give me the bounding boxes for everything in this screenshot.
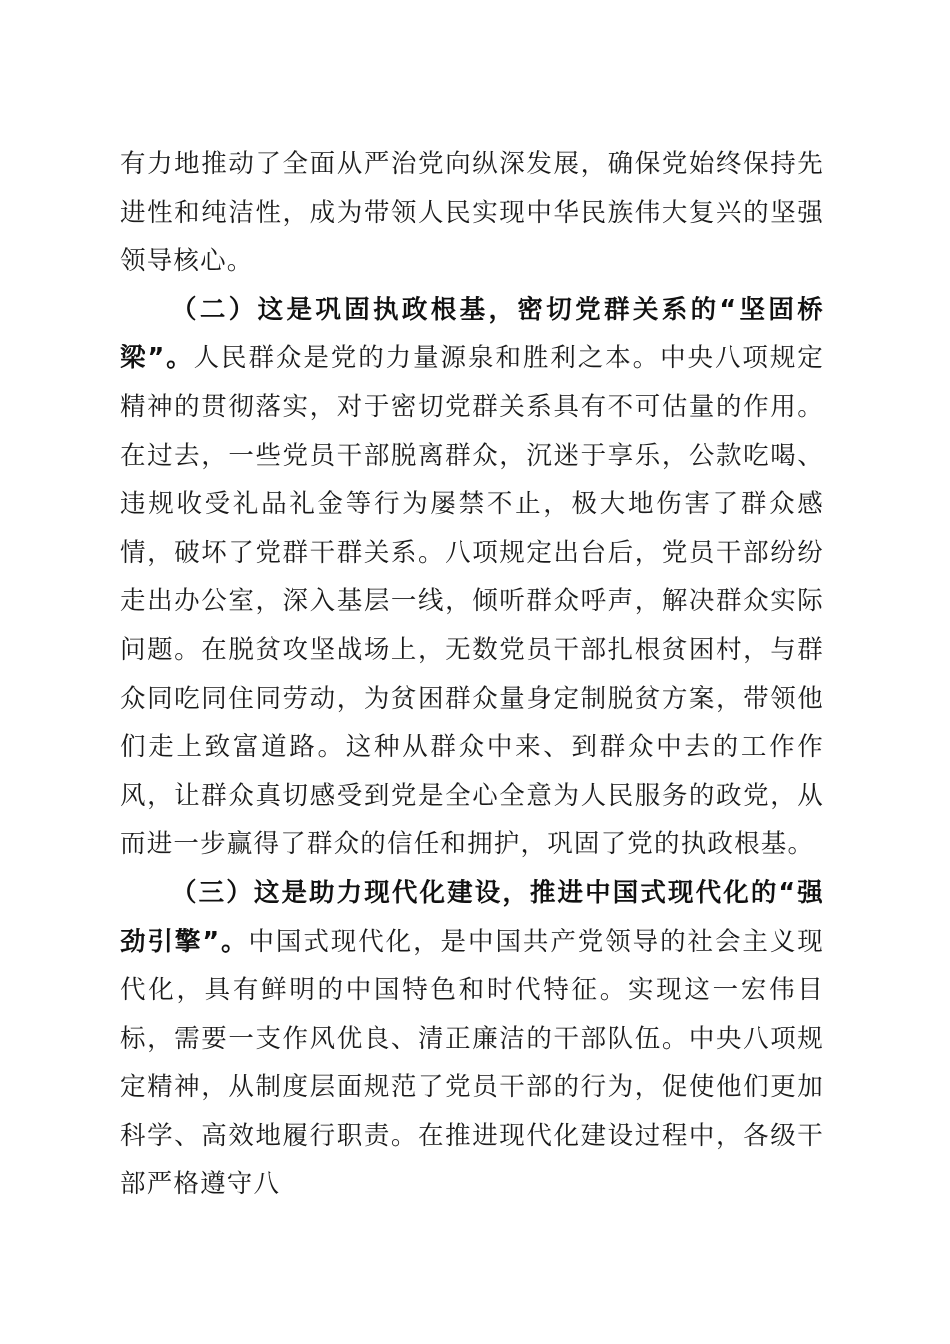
paragraph-continuation [120, 140, 824, 286]
paragraph-section-3 [120, 869, 824, 1209]
section-heading-3: （三）这是助力现代化建设，推进中国式现代化的“强劲引擎”。 [120, 877, 824, 957]
paragraph-text: 人民群众是党的力量源泉和胜利之本。中央八项规定精神的贯彻落实，对于密切党群关系具有不可估量的作用。在过去，一些党员干部脱离群众，沉迷于享乐，公款吃喝、违规收受礼品礼金等行为屡禁不止，极大地伤害了群众感情，破坏了党群干群关系。八项规定出台后，党员干部纷纷走出办公室，深入基层一线，倾听群众呼声，解决群众实际问题。在脱贫攻坚战场上，无数党员干部扎根贫困村，与群众同吃同住同劳动，为贫困群众量身定制脱贫方案，带领他们走上致富道路。这种从群众中来、到群众中去的工作作风，让群众真切感受到党是全心全意为人民服务的政党，从而进一步赢得了群众的信任和拥护，巩固了党的执政根基。 [120, 343, 824, 860]
paragraph-section-2 [120, 286, 824, 869]
section-heading-2: （二）这是巩固执政根基，密切党群关系的“坚固桥梁”。 [120, 294, 824, 374]
paragraph-text: 中国式现代化，是中国共产党领导的社会主义现代化，具有鲜明的中国特色和时代特征。实现这一宏伟目标，需要一支作风优良、清正廉洁的干部队伍。中央八项规定精神，从制度层面规范了党员干部的行为，促使他们更加科学、高效地履行职责。在推进现代化建设过程中，各级干部严格遵守八 [120, 926, 824, 1200]
document-body [120, 140, 824, 1209]
paragraph-text: 有力地推动了全面从严治党向纵深发展，确保党始终保持先进性和纯洁性，成为带领人民实现中华民族伟大复兴的坚强领导核心。 [120, 149, 824, 277]
